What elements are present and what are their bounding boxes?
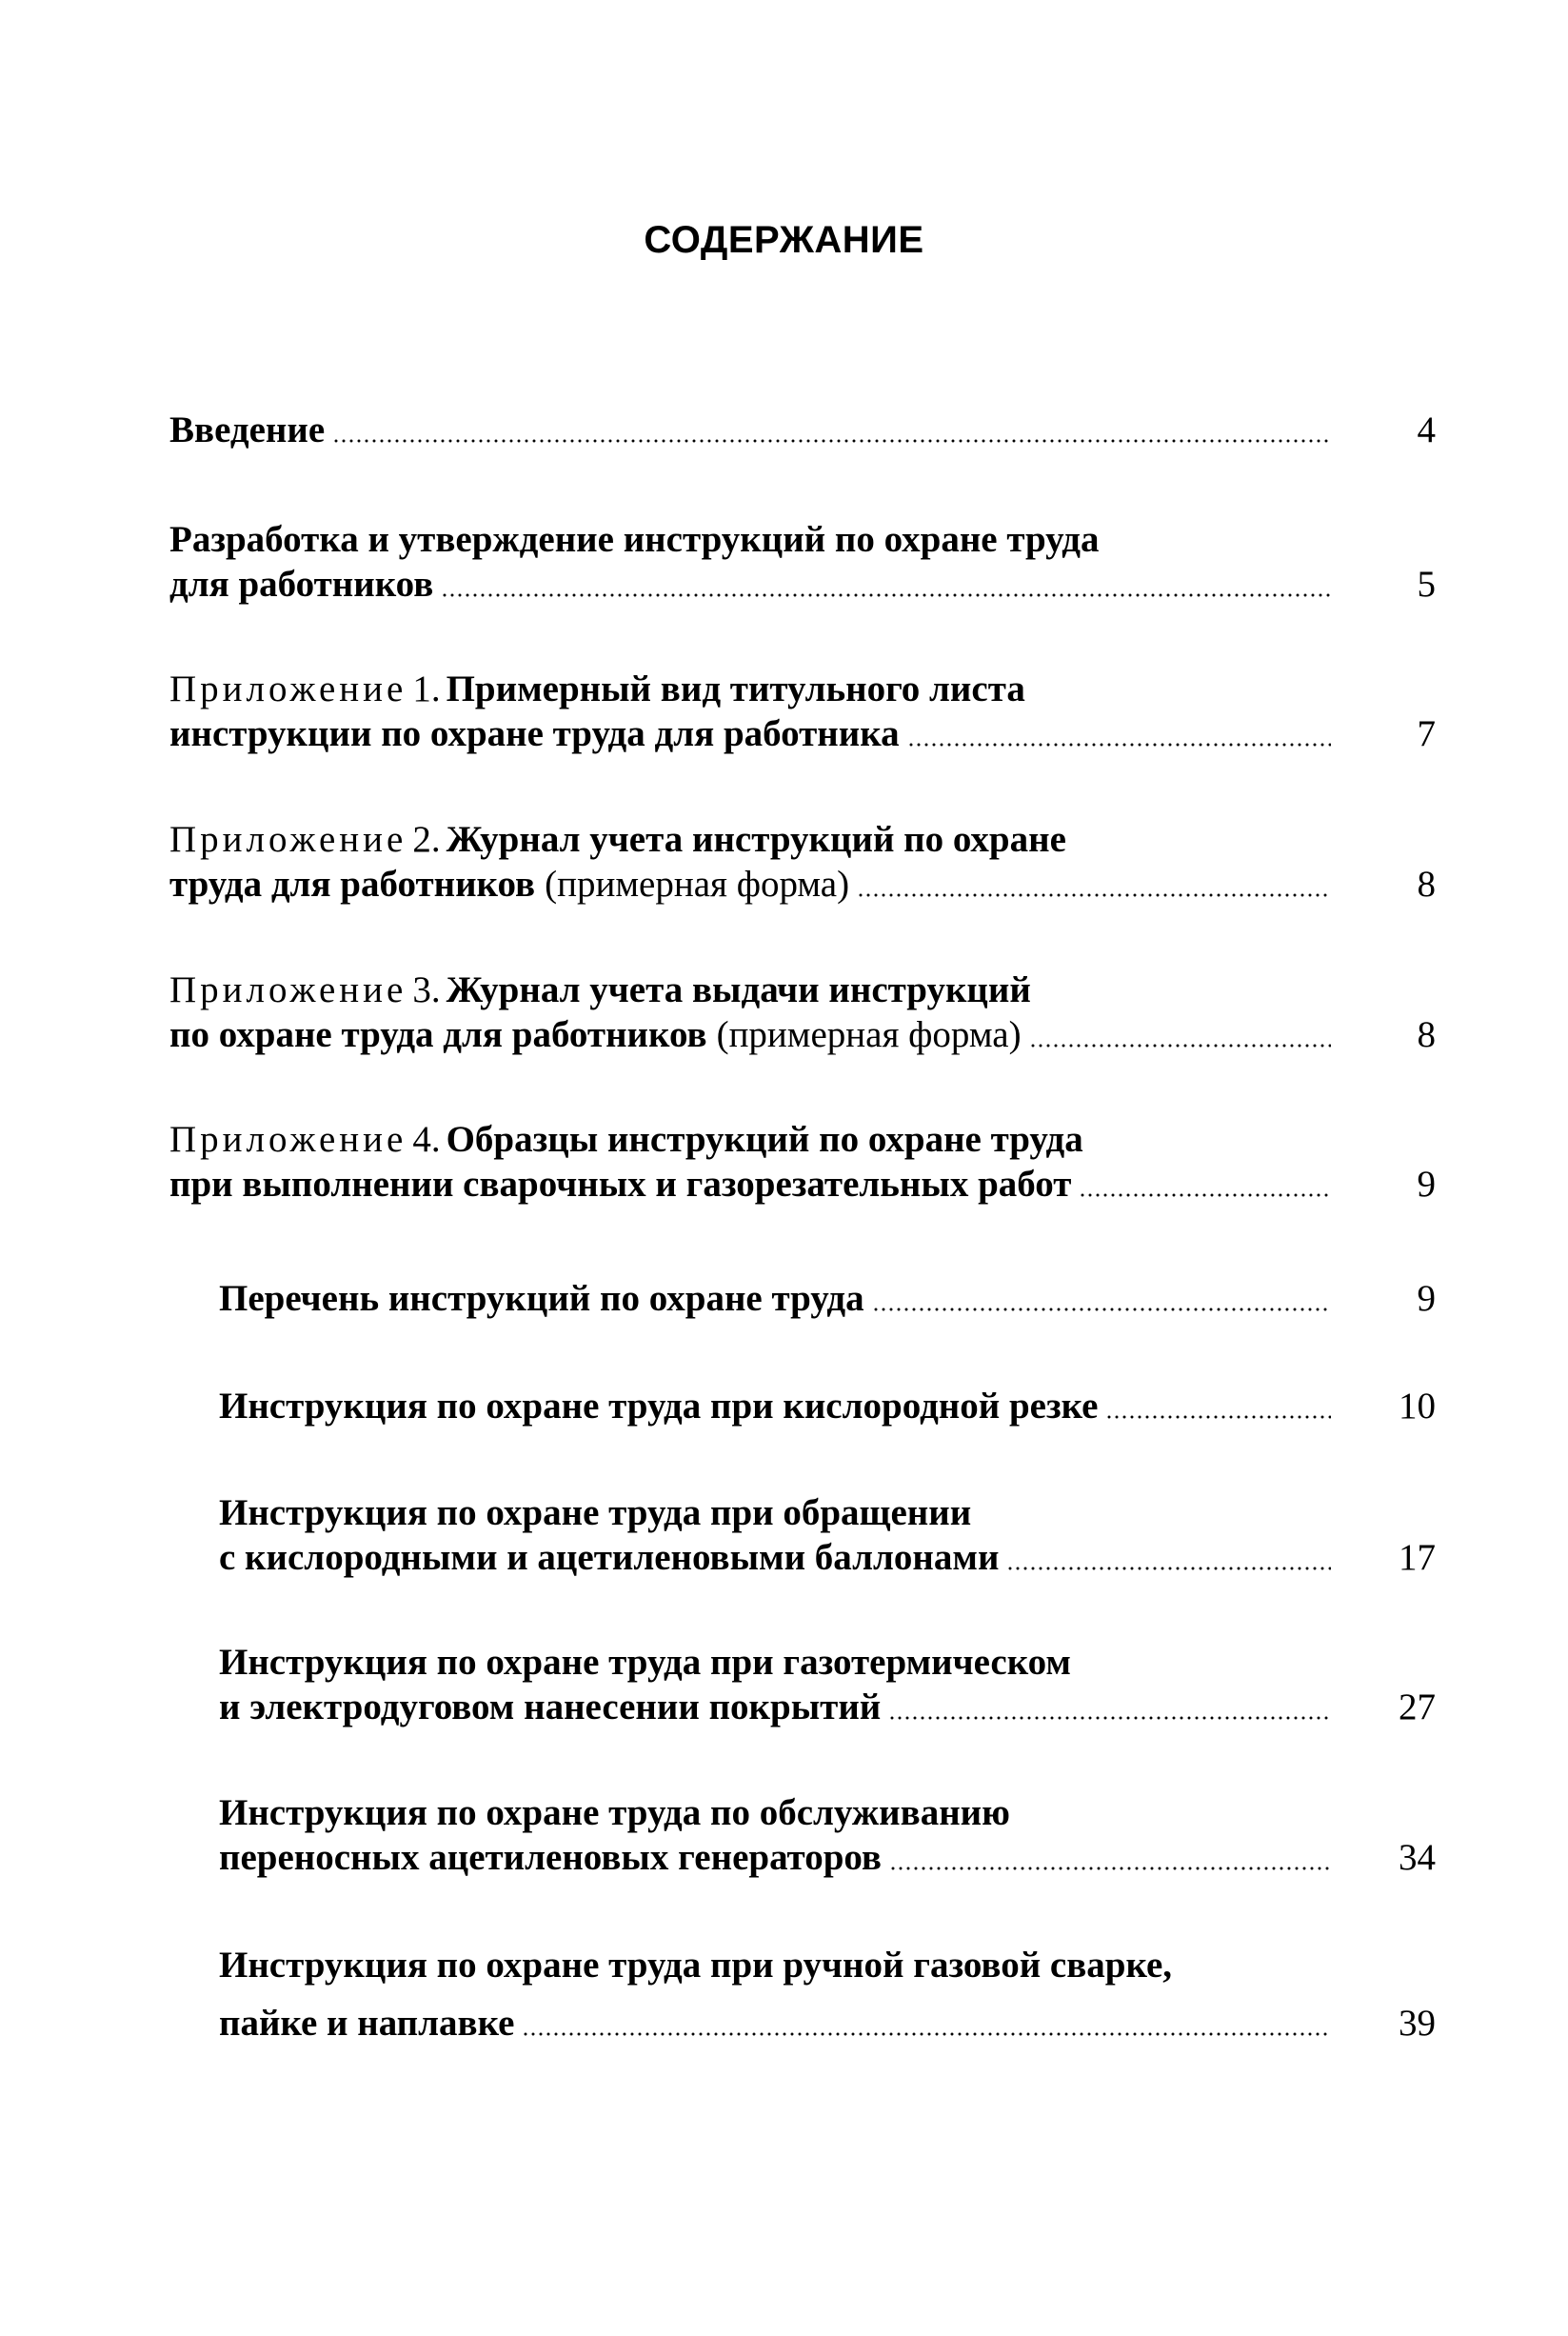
toc-entry-title-line-2: переносных ацетиленовых генераторов (219, 1837, 882, 1878)
toc-entry-line (169, 711, 1436, 756)
page-number: 8 (1417, 1014, 1436, 1055)
toc-entry-title-line-2: инструкции по охране труда для работника (169, 713, 900, 754)
toc-entry-line (169, 1012, 1436, 1057)
toc-entry-gas-welding[interactable] (219, 1943, 1436, 2046)
toc-entry-title-line-1: Примерный вид титульного листа (446, 669, 1025, 709)
toc-entry-appendix-4[interactable] (169, 1117, 1436, 1207)
toc-entry-title-line-2: при выполнении сварочных и газорезательных работ (169, 1164, 1072, 1205)
page-number: 9 (1417, 1278, 1436, 1319)
toc-entry-title: Перечень инструкций по охране труда (219, 1278, 864, 1319)
page-number: 39 (1399, 2003, 1436, 2044)
toc-entry-line (169, 1162, 1436, 1207)
toc-entry-appendix-2[interactable] (169, 817, 1436, 907)
toc-entry-line (169, 862, 1436, 907)
page-title: СОДЕРЖАНИЕ (644, 219, 924, 261)
toc-entry-title-line-2: с кислородными и ацетиленовыми баллонами (219, 1537, 1000, 1578)
toc-entry-coatings[interactable] (219, 1640, 1436, 1729)
toc-entry-line (219, 1685, 1436, 1729)
toc-entry-title: Инструкция по охране труда при кислородной резке (219, 1386, 1099, 1427)
toc-entry-line (219, 2001, 1436, 2046)
toc-entry-line (219, 1384, 1436, 1428)
page-number: 10 (1399, 1386, 1436, 1427)
page-number: 17 (1399, 1537, 1436, 1578)
appendix-number: 1. (412, 669, 441, 709)
page-number: 5 (1417, 564, 1436, 605)
toc-entry-line (169, 408, 1436, 452)
toc-entry-title-line-1: Инструкция по охране труда при обращении (219, 1492, 972, 1533)
appendix-label: Приложение (169, 1119, 407, 1160)
page-number: 7 (1417, 713, 1436, 754)
dot-leader (907, 743, 1331, 747)
appendix-number: 4. (412, 1119, 441, 1160)
toc-entry-title-line-2: по охране труда для работников (169, 1014, 707, 1055)
toc-entry-title-line-1: Образцы инструкций по охране труда (446, 1119, 1083, 1160)
appendix-label: Приложение (169, 669, 407, 709)
toc-entry-note: (примерная форма) (716, 1014, 1022, 1055)
dot-leader (888, 1716, 1331, 1720)
page-number: 27 (1399, 1687, 1436, 1727)
toc-entry-line (169, 562, 1436, 607)
toc-entry-line (169, 1117, 1436, 1162)
toc-entry-line (219, 1276, 1436, 1321)
appendix-label: Приложение (169, 969, 407, 1010)
toc-entry-appendix-1[interactable] (169, 667, 1436, 756)
toc-entry-title-line-2: труда для работников (169, 864, 536, 905)
dot-leader (1006, 1567, 1331, 1570)
toc-entry-title-line-1: Инструкция по охране труда при ручной газовой сварке, (219, 1945, 1173, 1986)
toc-entry-oxygen-cutting[interactable] (219, 1384, 1436, 1428)
appendix-label: Приложение (169, 819, 407, 860)
page-number: 34 (1399, 1837, 1436, 1878)
dot-leader (889, 1867, 1331, 1870)
toc-entry-appendix-3[interactable] (169, 968, 1436, 1057)
dot-leader (1105, 1415, 1331, 1419)
toc-entry-title-line-1: Инструкция по охране труда при газотермическом (219, 1642, 1071, 1683)
toc-entry-line (169, 817, 1436, 862)
dot-leader (857, 893, 1331, 897)
page-number: 8 (1417, 864, 1436, 905)
dot-leader (872, 1308, 1331, 1311)
toc-entry-line (169, 968, 1436, 1012)
dot-leader (332, 439, 1331, 443)
toc-entry-title-line-1: Журнал учета выдачи инструкций (446, 969, 1031, 1010)
dot-leader (441, 593, 1331, 597)
toc-entry-line (219, 1835, 1436, 1880)
page-number: 4 (1417, 409, 1436, 450)
toc-entry-title-line-1: Журнал учета инструкций по охране (446, 819, 1066, 860)
page-number: 9 (1417, 1164, 1436, 1205)
toc-entry-title-line-2: и электродуговом нанесении покрытий (219, 1687, 882, 1727)
dot-leader (1079, 1193, 1331, 1197)
appendix-number: 3. (412, 969, 441, 1010)
toc-entry-title: Введение (169, 409, 326, 450)
toc-entry-title-line-1: Разработка и утверждение инструкций по охране труда (169, 519, 1100, 560)
toc-entry-cylinders[interactable] (219, 1490, 1436, 1580)
toc-entry-line (169, 667, 1436, 711)
toc-entry-instruction-list[interactable] (219, 1276, 1436, 1321)
toc-entry-title-line-1: Инструкция по охране труда по обслуживанию (219, 1792, 1010, 1833)
toc-entry-title-line-2: пайке и наплавке (219, 2003, 515, 2044)
toc-entry-note: (примерная форма) (545, 864, 850, 905)
toc-entry-line (219, 1535, 1436, 1580)
appendix-number: 2. (412, 819, 441, 860)
toc-entry-generators[interactable] (219, 1790, 1436, 1880)
dot-leader (522, 2032, 1331, 2036)
toc-entry-title-line-2: для работников (169, 564, 434, 605)
toc-entry-introduction[interactable] (169, 408, 1436, 452)
dot-leader (1029, 1044, 1331, 1048)
toc-entry-development[interactable] (169, 517, 1436, 607)
